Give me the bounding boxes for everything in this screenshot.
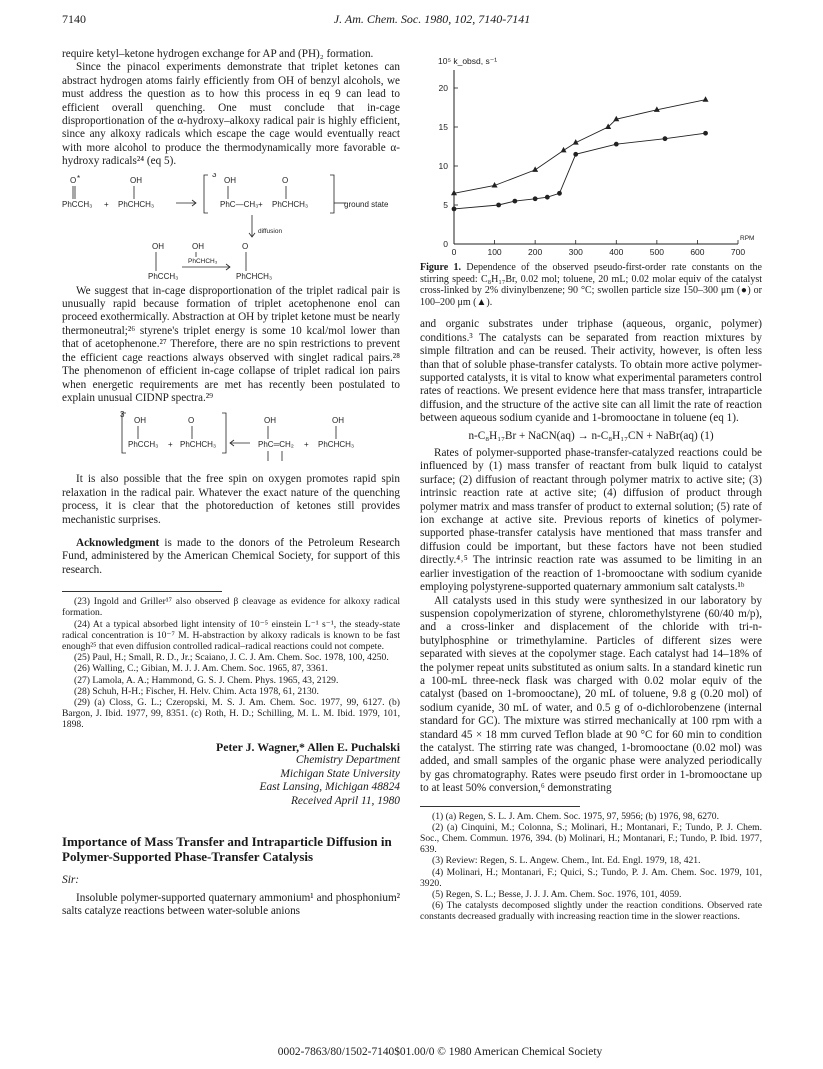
affiliation-line: Chemistry Department — [295, 754, 400, 766]
rate-vs-rpm-chart — [420, 48, 762, 262]
figure-caption — [420, 262, 762, 308]
data-point-triangle — [703, 96, 709, 102]
caption-text: Dependence of the observed pseudo-first-order rate constants on the stirring speed: C₈H₁₇Br, 0.02 mol; toluene, 20 mL; 0.02 molar equiv of the catalyst cross-linked by 2% divinylbenzene; 90 °C; swollen particle size 150–300 μm (●) or 100–200 μm (▲). — [420, 262, 762, 308]
footnote: (5) Regen, S. L.; Besse, J. J. J. Am. Chem. Soc. 1976, 101, 4059. — [432, 889, 682, 901]
footnote: (26) Walling, C.; Gibian, M. J. J. Am. Chem. Soc. 1965, 87, 3361. — [74, 663, 328, 675]
data-point-circle — [512, 199, 517, 204]
footnote-divider — [62, 591, 222, 592]
paragraph: We suggest that in-cage disproportionation of the triplet radical pair is unusually rapid because formation of triplet acetophenone enol can proceed exothermically. Abstraction at OH by triplet ketone must be nearly thermoneutral;²⁶ styrene's triplet energy is some 10 kcal/mol lower than that of acetophenone.²⁷ Therefore, there are no spin restrictions to prevent the efficient cage reactions always observed with singlet radical pairs.²⁸ The phenomenon of efficient in-cage collapse of triplet radical ion pairs when energetic requirements are met has recently been postulated to explain unusual CIDNP spectra.²⁹ — [62, 284, 400, 404]
data-point-triangle — [561, 147, 567, 153]
x-tick-label: 500 — [649, 247, 664, 257]
equation-1: n-C₈H₁₇Br + NaCN(aq) → n-C₈H₁₇CN + NaBr(aq) (1) — [468, 429, 714, 442]
scheme-label: PhC—CH₃ — [220, 199, 259, 209]
scheme-label: OH — [152, 241, 164, 251]
x-tick-label: 700 — [730, 247, 746, 257]
data-point-circle — [496, 203, 501, 208]
right-column — [420, 48, 762, 923]
affiliation — [62, 754, 400, 808]
acknowledgment-text: is made to the donors of the Petroleum Research Fund, administered by the American Chemical Society, for support of this research. — [62, 536, 400, 576]
scheme-label: PhCHCH₃ — [318, 440, 355, 450]
footnote: (25) Paul, H.; Small, R. D., Jr.; Scaiano, J. C. J. Am. Chem. Soc. 1978, 100, 4250. — [74, 652, 389, 664]
page-number: 7140 — [62, 12, 86, 26]
scheme-label: PhCCH₃ — [148, 271, 179, 281]
x-tick-label: 600 — [690, 247, 705, 257]
data-point-triangle — [532, 166, 538, 172]
scheme-label: OH — [192, 241, 204, 251]
footnote: (6) The catalysts decomposed slightly under the reaction conditions. Observed rate constants decreased gradually with increasing reaction time in the slower reactions. — [420, 900, 762, 923]
scheme-label: OH — [264, 416, 276, 426]
data-point-circle — [703, 131, 708, 136]
scheme-label: OH — [332, 416, 344, 426]
y-tick-label: 0 — [443, 239, 448, 249]
x-tick-label: 100 — [487, 247, 502, 257]
scheme-label: PhC═CH₂ — [258, 440, 294, 450]
page-footer: 0002-7863/80/1502-7140$01.00/0 © 1980 American Chemical Society — [277, 1046, 603, 1058]
journal-reference: J. Am. Chem. Soc. 1980, 102, 7140-7141 — [333, 12, 531, 26]
figure-1 — [420, 48, 762, 262]
footnote: (2) (a) Cinquini, M.; Colonna, S.; Molinari, H.; Montanari, F.; Tundo, P. J. Chem. Soc., Chem. Commun. 1976, 394. (b) Molinari, H.; Montanari, F.; Tundo, P. Ibid. 1977, 639. — [420, 821, 762, 856]
scheme-label: OH — [224, 175, 236, 185]
scheme-label: O — [242, 241, 249, 251]
footnotes-right — [420, 811, 762, 923]
scheme-label: ground state — [344, 199, 389, 209]
data-point-circle — [557, 191, 562, 196]
paragraph: Rates of polymer-supported phase-transfer-catalyzed reactions could be influenced by (1) mass transfer of reactant from bulk liquid to catalyst surface; (2) diffusion of reactant through polymer matrix to active site; (3) intrinsic reaction rate at active site; (4) diffusion of product through polymer matrix and mass transfer of product to external solution; (5) rate of ion exchange at active site. Previous reports of kinetics of polymer-supported phase-transfer catalysis have mentioned that mass transfer and diffusion could be important, but these factors have not been studied directly.⁴˒⁵ The intrinsic reaction rate was assumed to be limiting in an earlier investigation of the reaction of 1-bromooctane with sodium cyanide employing polystyrene-supported quaternary ammonium salt catalysts.¹ᵇ — [420, 447, 762, 594]
article-title: Importance of Mass Transfer and Intraparticle Diffusion in Polymer-Supported Phase-Transfer Catalysis — [62, 834, 392, 865]
scheme-label: * — [77, 173, 81, 183]
scheme-label: + — [258, 199, 263, 209]
paragraph: Insoluble polymer-supported quaternary ammonium¹ and phosphonium² salts catalyze reactions between water-soluble anions — [62, 891, 400, 918]
paragraph: and organic substrates under triphase (aqueous, organic, polymer) conditions.³ The catalysts can be separated from reaction mixtures by simple filtration and can be reused. Their activity, however, is often less than that of soluble phase-transfer catalysts. To obtain more active polymer-supported catalysts, it is vital to know what experimental parameters control rates of reactions. We present evidence here that mass transfer, intraparticle diffusion, and the structure of the active site can all limit the rate of reaction between aqueous sodium cyanide and 1-bromooctane in toluene (eq 1). — [420, 318, 762, 425]
scheme-2-drawing — [62, 409, 400, 469]
y-tick-label: 20 — [438, 83, 448, 93]
scheme-1-drawing — [62, 173, 400, 285]
data-point-circle — [545, 195, 550, 200]
scheme-label: O — [282, 175, 289, 185]
footnotes-left — [62, 596, 400, 730]
received-date: Received April 11, 1980 — [290, 794, 400, 807]
x-tick-label: 0 — [451, 247, 457, 257]
footnote: (29) (a) Closs, G. L.; Czeropski, M. S. J. Am. Chem. Soc. 1977, 99, 6127. (b) Bargon, J. Ibid. 1977, 99, 8351. (c) Roth, H. D.; Schilling, M. L. M. Ibid. 1979, 101, 1898. — [62, 696, 400, 731]
data-point-circle — [452, 207, 457, 212]
y-tick-label: 10 — [438, 161, 448, 171]
affiliation-line: East Lansing, Michigan 48824 — [259, 781, 400, 794]
scheme-label: 3 — [212, 172, 217, 179]
scheme-label: + — [304, 440, 309, 450]
left-column — [62, 48, 400, 919]
x-tick-label: 300 — [568, 247, 583, 257]
footnote: (1) (a) Regen, S. L. J. Am. Chem. Soc. 1975, 97, 5956; (b) 1976, 98, 6270. — [432, 810, 719, 822]
scheme-label: PhCHCH₃ — [272, 199, 309, 209]
scheme-label: PhCCH₃ — [62, 199, 93, 209]
affiliation-line: Michigan State University — [280, 767, 400, 780]
y-tick-label: 5 — [443, 200, 448, 210]
acknowledgment-label: Acknowledgment — [76, 536, 160, 549]
scheme-label: diffusion — [258, 227, 283, 235]
data-point-circle — [573, 152, 578, 157]
data-point-circle — [663, 136, 668, 141]
y-axis-label: 10⁵ k_obsd, s⁻¹ — [438, 56, 498, 66]
paragraph: require ketyl–ketone hydrogen exchange for AP and (PH)₂ formation. — [62, 48, 374, 60]
scheme-label: OH — [130, 175, 142, 185]
scheme-label: + — [104, 199, 109, 209]
footnote: (24) At a typical absorbed light intensity of 10⁻⁵ einstein L⁻¹ s⁻¹, the steady-state radical concentration is 10⁻⁷ M. H-abstraction by alkoxy radicals is known to be fast enough²⁵ that even diffusion controlled radical–radical reactions could not compete. — [62, 618, 400, 652]
scheme-label: PhCHCH₃ — [118, 199, 155, 209]
data-point-triangle — [605, 124, 611, 130]
x-tick-label: 400 — [609, 247, 624, 257]
footnote-divider — [420, 806, 580, 807]
y-tick-label: 15 — [438, 122, 448, 132]
scheme-label: 3 — [120, 410, 125, 420]
salutation: Sir: — [62, 874, 80, 887]
series-line-triangle — [454, 100, 706, 194]
series-line-circle — [454, 133, 706, 209]
scheme-label: PhCHCH₃ — [180, 440, 217, 450]
footnote: (27) Lamola, A. A.; Hammond, G. S. J. Chem. Phys. 1965, 43, 2129. — [74, 674, 339, 686]
paragraph: Since the pinacol experiments demonstrate that triplet ketones can abstract hydrogen atoms fairly efficiently from OH of benzyl alcohols, we must address the question as to how this process in eq 9 can lead to efficient overall quenching. One must conclude that in-cage disproportionation of the α-hydroxy–alkoxy radical pair is highly efficient, since any alkoxy radicals which escape the cage would eventually react with more alcohol to produce the thermodynamically more favorable α-hydroxy radicals²⁴ (eq 5). — [62, 61, 400, 168]
scheme-label: PhCHCH₃ — [188, 257, 218, 265]
footnote: (4) Molinari, H.; Montanari, F.; Quici, S.; Tundo, P. J. Am. Chem. Soc. 1979, 101, 3920. — [420, 866, 762, 889]
scheme-label: PhCCH₃ — [128, 440, 159, 450]
scheme-label: PhCHCH₃ — [236, 271, 273, 281]
paragraph: All catalysts used in this study were synthesized in our laboratory by suspension copolymerization of styrene, chloromethylstyrene (60/40 m/p), and a cross-linker and displacement of the chloride with tri-n-butylphosphine or trimethylamine. Particles of different sizes were separated with sieves at the copolymer stage. Each catalyst had 14–18% of the polymer repeat units substituted as onium salts. In a standard kinetic run a 100-mL three-neck flask was charged with 0.02 molar equiv of the catalyst (based on 1-bromooctane), 20 mL of toluene, 9.8 g (0.20 mol) of sodium cyanide, 30 mL of water, and 0.5 g of o-dichlorobenzene (internal standard for GC). The mixture was stirred mechanically at 100 rpm with a standard 45 × 18 mm curved Teflon blade at 90 °C for 60 min to condition the catalyst. The stirring rate was changed, 1-bromooctane (0.02 mol) was added, and small samples of the organic phase were analyzed periodically by gas chromatography. Rates were pseudo first order in 1-bromooctane up to at least 50% conversion,⁶ demonstrating — [420, 594, 762, 795]
reaction-scheme-2 — [62, 409, 400, 469]
caption-label: Figure 1. — [420, 262, 462, 273]
data-point-circle — [533, 196, 538, 201]
reaction-scheme-1 — [62, 173, 400, 285]
footnote: (28) Schuh, H-H.; Fischer, H. Helv. Chim. Acta 1978, 61, 2130. — [74, 685, 319, 697]
scheme-label: + — [168, 440, 173, 450]
x-axis-label: RPM — [740, 235, 755, 242]
authors: Peter J. Wagner,* Allen E. Puchalski — [216, 739, 400, 754]
scheme-label: OH — [134, 416, 146, 426]
data-point-circle — [614, 142, 619, 147]
scheme-label: O — [70, 175, 77, 185]
footnote: (3) Review: Regen, S. L. Angew. Chem., Int. Ed. Engl. 1979, 18, 421. — [432, 855, 701, 867]
paragraph: It is also possible that the free spin on oxygen promotes rapid spin relaxation in the radical pair. Whatever the exact nature of the quenching process, it is clear that the photoreduction of ketones still provides mechanistic surprises. — [62, 473, 400, 526]
acknowledgment — [62, 537, 400, 577]
scheme-label: O — [188, 416, 195, 426]
x-tick-label: 200 — [528, 247, 543, 257]
footnote: (23) Ingold and Griller¹⁷ also observed β cleavage as evidence for alkoxy radical formation. — [62, 596, 400, 619]
